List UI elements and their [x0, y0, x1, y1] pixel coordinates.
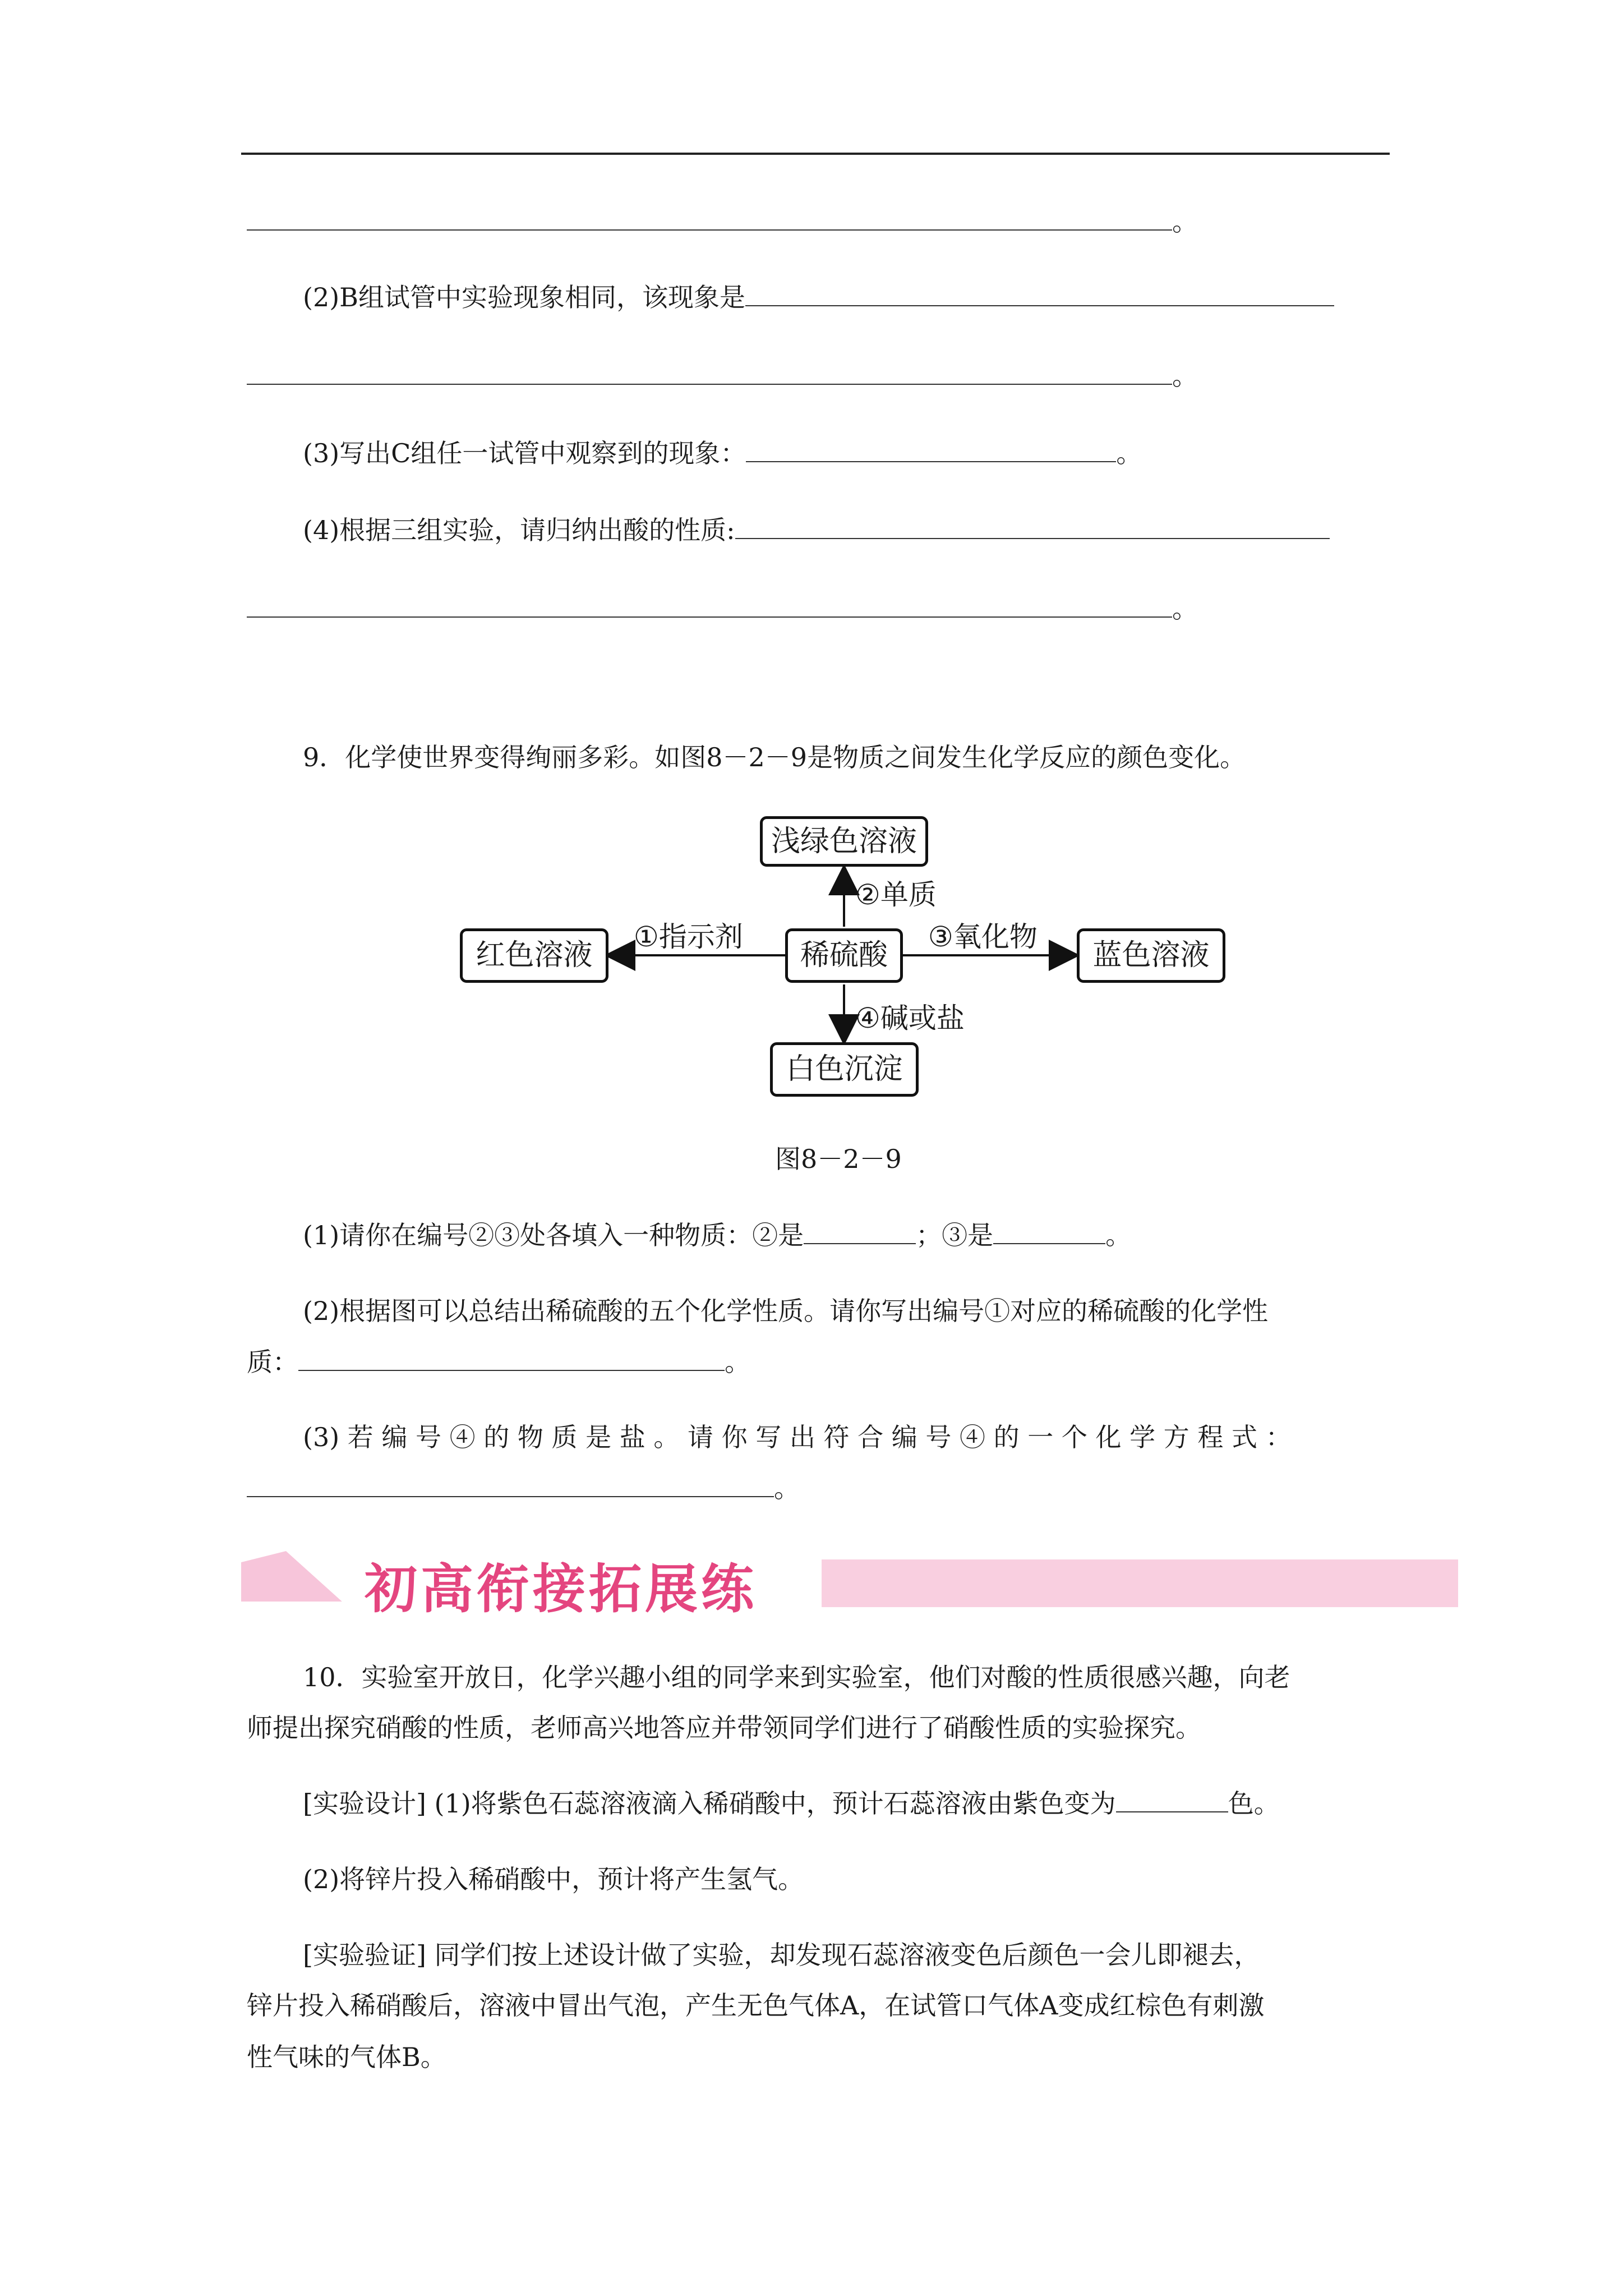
q9-part-3-line1: (3) 若 编 号 ④ 的 物 质 是 盐 。 请 你 写 出 符 合 编 号 ④ 的 一 个 化 学 方 程 式 ： [303, 1422, 1292, 1452]
q9-part-1: (1)请你在编号②③处各填入一种物质：②是 ；③是 。 [303, 1220, 1132, 1250]
section-banner [241, 1540, 1458, 1620]
label-1: ①指示剂 [634, 921, 743, 953]
box-right: 蓝色溶液 [1077, 928, 1225, 983]
box-left: 红色溶液 [460, 928, 608, 983]
q8-part-4: (4)根据三组实验，请归纳出酸的性质: [303, 513, 1330, 547]
figure-caption: 图8－2－9 [775, 1144, 902, 1174]
q9-stem: 9．化学使世界变得绚丽多彩。如图8－2－9是物质之间发生化学反应的颜色变化。 [303, 742, 1246, 772]
answer-blank[interactable] [298, 1347, 725, 1371]
q9-part-2-line2: 质： 。 [247, 1347, 750, 1377]
q10-stem-line1: 10．实验室开放日，化学兴趣小组的同学来到实验室，他们对酸的性质很感兴趣，向老 [303, 1662, 1290, 1692]
q10-design-1: [实验设计] (1)将紫色石蕊溶液滴入稀硝酸中，预计石蕊溶液由紫色变为 色。 [303, 1788, 1280, 1819]
answer-blank[interactable] [247, 1474, 774, 1497]
label-3: ③氧化物 [928, 921, 1038, 953]
q10-stem-line2: 师提出探究硝酸的性质，老师高兴地答应并带领同学们进行了硝酸性质的实验探究。 [247, 1713, 1201, 1743]
q8-part-2: (2)B组试管中实验现象相同，该现象是 [303, 280, 1334, 314]
q9-part-3-line2: 。 [247, 1471, 800, 1505]
q10-verify-line1: [实验验证] 同学们按上述设计做了实验，却发现石蕊溶液变色后颜色一会儿即褪去， [303, 1940, 1260, 1970]
label-2: ②单质 [855, 878, 937, 911]
q9-part-2-line1: (2)根据图可以总结出稀硫酸的五个化学性质。请你写出编号①对应的稀硫酸的化学性 [303, 1296, 1269, 1326]
answer-blank[interactable] [804, 1221, 916, 1244]
answer-line-2: 。 [247, 359, 1198, 393]
box-bottom: 白色沉淀 [770, 1042, 919, 1097]
banner-title: 初高衔接拓展练 [365, 1559, 758, 1620]
q10-verify-line2: 锌片投入稀硝酸后，溶液中冒出气泡，产生无色气体A，在试管口气体A变成红棕色有刺激 [247, 1990, 1265, 2021]
answer-blank[interactable] [1116, 1789, 1228, 1812]
answer-line-4: 。 [247, 592, 1198, 625]
box-center: 稀硫酸 [785, 928, 903, 983]
q8-part-3: (3)写出C组任一试管中观察到的现象： 。 [303, 438, 1142, 468]
q10-design-2: (2)将锌片投入稀硝酸中，预计将产生氢气。 [303, 1864, 804, 1894]
label-4: ④碱或盐 [855, 1002, 965, 1034]
answer-blank[interactable] [993, 1221, 1105, 1244]
box-top: 浅绿色溶液 [760, 816, 928, 867]
q10-verify-line3: 性气味的气体B。 [247, 2042, 446, 2072]
answer-line-1: 。 [247, 205, 1198, 238]
